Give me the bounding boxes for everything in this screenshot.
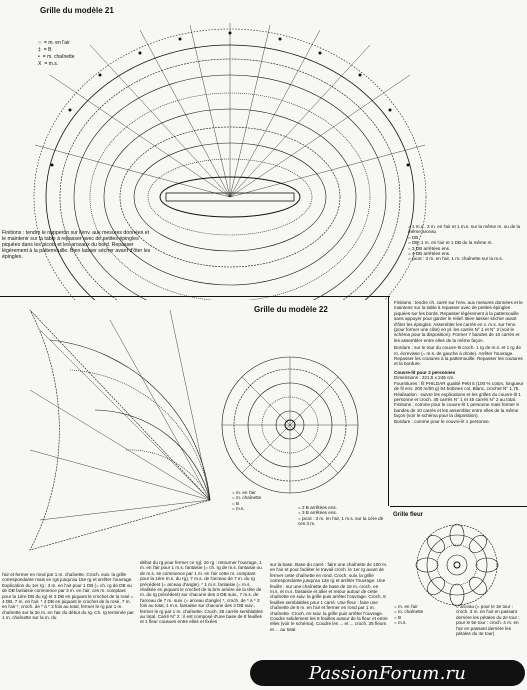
slip-stitch-icon: • xyxy=(38,54,40,60)
legend-item: = 3 DB arrêtées ens. xyxy=(408,245,451,251)
legend-item: X = m.s. xyxy=(38,61,59,67)
finitions-text: Finitions : tendre ch. carré sur l'env. aux mesures données et le maintenir sur la table à repasser avec de petites épingles piquées sur les bords. Repasser légèrement à la pattemouille sans appuyer pour garder le relief. Bien laisser sécher avant d'ôter les épingles. Assembler les carrés en v. m.s. sur l'env. (pour former une côte) en pl. les carrés N° 1 et N° 2 (voir le schéma pour la disposition). Former 7 bandes de 10 carrés et les assembler entre elles de la même façon. xyxy=(394,300,523,343)
grid22-legend-left xyxy=(232,490,302,512)
fleur-note: = arceau (= pour le 3e tour : croch. 3 m. en l'air en passant derrière les pétales du 2e tour ; pour le 5e tour : croch. 4 m. en l'air en passant derrière les pétales du 4e tour) xyxy=(456,604,520,637)
bordure2-text: Bordure : comme pour le couvre-lit 1 personne. xyxy=(394,418,491,424)
legend-item: • = m. chaînette xyxy=(38,54,75,60)
bottom-col-2: début du rg pour fermer ce rg). 2e rg : retourner l'ouvrage, 1 m. en l'air pour 1 m.s. fantaisie (= ch. rg de m.s. fantaisie ou de m.s. se commence par 1 m. en l'air cette m. comptant pour la 1ère m.s. du rg), 7 m.s. de l'arceau de 7 m. du rg précédent (= arceau d'angle). * 1 m.s. fantaisie (= m.s. réalisée en piquant le crochet de la brin arrière de la tête de m. du rg précédent) sur chacune des 4 DB suiv., 7 m.s. de l'arceau de 7 m. suiv. (= arceau d'angle) *, croch. de * à * 3 fois au total, 1 m.s. fantaisie sur chacune des 3 DB suiv., fermer le rg par 1 m. chaînette. Croch. 35 carrés semblables au total. Carré N° 2 : il est composé d'une base de 8 feuilles et 1 fleur cousues entre elles et fixées xyxy=(140,560,263,625)
grid22-title: Grille du modèle 22 xyxy=(254,305,328,314)
bottom-col-3: sur la base. Base du carré : faire une chaînette de 100 m. en l'air et pour faciliter le travail croch. le 1er rg avant de fermer cette chaînette en rond. Croch. suiv. la grille correspondante jusqu'au 12e rg et arrêter l'ouvrage. Une feuille : sur une chaînette de base de 18 m. croch. en m.s. et m.s. fantaisie et aller et retour autour de cette chaînette en suiv. la grille puis arrêter l'ouvrage. Croch. 8 feuilles semblables pour 1 carré. Une fleur : faire une chaînette de 8 m. en l'air et fermer en rond par 1 m. chaînette. Croch. en suiv. la grille puis arrêter l'ouvrage. Coudre solidement les 8 feuilles autour de la fleur et entre elles (voir le schéma). Coudre les ... et ... croch. 35 fleurs et ... au total. xyxy=(270,562,388,632)
legend-item: ‡ = B xyxy=(38,47,52,53)
double-crochet-icon: ‡ xyxy=(38,47,41,53)
fleur-legend xyxy=(394,604,454,626)
finitions2-text: Finitions : comme pour le couvre-lit 1 personne mais former 9 bandes de 10 carrés et les assembler entre elles de la même façon (voir le schéma pour la disposition). xyxy=(394,402,519,419)
legend-item: ○ = m. en l'air xyxy=(38,40,70,46)
single-crochet-icon: X xyxy=(38,61,42,67)
section-heading: Couvre-lit pour 2 personnes xyxy=(394,369,456,375)
bottom-col-1: l'air et fermer en rond par 1 m. chaînette. Croch. suiv. la grille correspondante mais en rgs jusqu'au 15e rg et arrêter l'ouvrage. Explication du 1er rg : 3 m. en l'air pour 1 DB (= ch. rg de DB ou de DB fantaisie commence par 3 m. en l'air, ces m. comptant pour la 1ère DB du rg) et 3 DB en piquant le crochet de la rosé = 4 DB, 7 m. en l'air, * 4 DB en piquant le crochet de la rosé, 7 m. en l'air *, croch. de * à * 3 fois au total, fermer le rg par 1 m. chaînette sur la 3e m. en l'air du début du rg. Ch. rg terminée par 1 m. chaînette sur la m. du xyxy=(2,572,134,621)
grid22-legend-right xyxy=(298,505,386,527)
chain-stitch-icon: ○ xyxy=(38,40,42,46)
legend-item: = DB, 1 m. en l'air et 1 DB du la même m. xyxy=(408,240,493,246)
legend-item: = m. chaînette xyxy=(232,495,262,501)
bordure-text: Bordure : sur le tour du couvre-lit croch. 1 rg de m.s. et 1 rg de m. écrevisse (= m.s. de gauche à droite). Arrêter l'ouvrage. Repasser les coutures à la pattemouille. Repasser les coutures et la bordure. xyxy=(394,345,523,367)
legend-item: = m.s. xyxy=(232,506,245,512)
legend-item: = 2 B arrêtées ens. xyxy=(298,505,337,510)
legend-item: = picot : 3 m. en l'air, 1 m.s. sur la 1ère de ces 3 m. xyxy=(298,515,384,527)
realisation-text: Réalisation : suivre les explications et les grilles du couvre-lit 1 personne et croch. 45 carrés N° 1 et 45 carrés N° 2 au total. xyxy=(394,391,521,402)
legend-item: = B xyxy=(232,500,240,506)
grid21-title: Grille du modèle 21 xyxy=(40,6,114,15)
flower-diagram xyxy=(398,520,516,610)
legend-item: = B xyxy=(394,614,402,620)
grid21-legend-right xyxy=(408,224,526,262)
divider xyxy=(0,296,390,297)
legend-item: = 4 DB arrêtées ens. xyxy=(408,251,451,257)
legend-item: = 1 m.s., 3 m. en l'air et 1 m.s. sur la même m. ou de la même arceau xyxy=(408,224,521,235)
legend-item: = picot : 3 m. en l'air, 1 m. chaînette sur la m.s. xyxy=(408,256,503,262)
grille-fleur-title: Grille fleur xyxy=(393,512,424,518)
grid21-finitions: Finitions : tendre le napperon sur l'env. aux mesures données et le maintenir sur la table à repasser avec de petites épingles piquées dans les picots et les arceaux du bord. Repasser légèrement à la pattemouille. Bien laisser sécher avant d'ôter les épingles. xyxy=(2,230,151,260)
legend-item: = m. en l'air xyxy=(394,604,418,609)
legend-item: = 3 B arrêtées ens. xyxy=(298,510,337,516)
legend-item: = m.s. xyxy=(394,620,407,626)
fournitures-text: Fournitures : fil PHILDAR qualité Petit 5 (100 % coton, longueur de fil env. 200 m/50 g) 94 bobines col. Blanc, crochet N° 1,75. xyxy=(394,380,524,392)
legend-item: = m. en l'air xyxy=(232,490,256,495)
legend-item: = m. chaînette xyxy=(394,609,424,615)
watermark-logo: PassionForum.ru xyxy=(250,660,525,686)
legend-item: = DB xyxy=(408,234,419,240)
right-column xyxy=(394,300,524,424)
dimensions-text: Dimensions : 221,5 x 246 cm. xyxy=(394,375,455,381)
divider xyxy=(390,506,527,507)
